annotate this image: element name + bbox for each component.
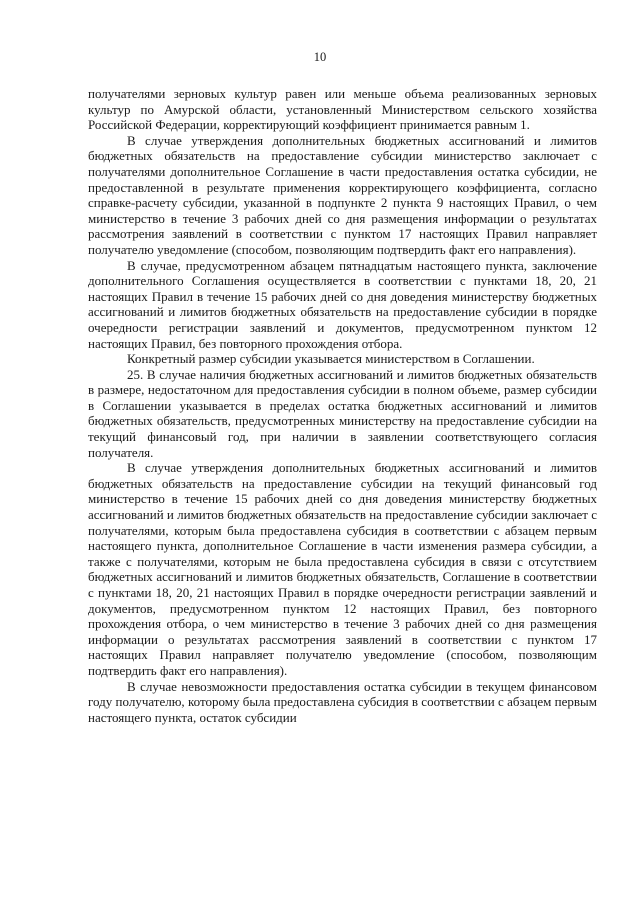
paragraph-additional-agreement: В случае утверждения дополнительных бюджетных ассигнований и лимитов бюджетных обязательств на предоставление субсидии министерство заключает с получателями дополнительное Соглашение в части предоставления остатка субсидии, не предоставленной в результате применения корректирующего коэффициента, согласно справке-расчету субсидии, указанной в подпункте 2 пункта 9 настоящих Правил, о чем министерство в течение 3 рабочих дней со дня размещения информации о результатах рассмотрения заявлений в соответствии с пунктом 17 настоящих Правил направляет получателю уведомление (способом, позволяющим подтвердить факт его направления).	[88, 132, 597, 257]
document-body	[88, 86, 597, 725]
page-number: 10	[313, 50, 327, 64]
paragraph-agreement-procedure: В случае, предусмотренном абзацем пятнадцатым настоящего пункта, заключение дополнительного Соглашения осуществляется в соответствии с пунктами 18, 20, 21 настоящих Правил в течение 15 рабочих дней со дня доведения министерству бюджетных ассигнований и лимитов бюджетных обязательств на предоставление субсидии в порядке очередности регистрации заявлений и документов, предусмотренном пунктом 12 настоящих Правил, без повторного прохождения отбора.	[88, 257, 597, 351]
paragraph-subsidy-amount: Конкретный размер субсидии указывается министерством в Соглашении.	[127, 351, 535, 367]
paragraph-continuation: получателями зерновых культур равен или меньше объема реализованных зерновых культур по Амурской области, установленный Министерством сельского хозяйства Российской Федерации, корректирующий коэффициент принимается равным 1.	[88, 86, 597, 133]
paragraph-additional-allocations: В случае утверждения дополнительных бюджетных ассигнований и лимитов бюджетных обязательств на предоставление субсидии на текущий финансовый год министерство в течение 15 рабочих дней со дня доведения министерству бюджетных ассигнований и лимитов бюджетных обязательств на предоставление субсидии заключает с получателями, которым была предоставлена субсидия в соответствии с абзацем первым настоящего пункта, дополнительное Соглашение в части изменения размера субсидии, а также с получателями, которым не была предоставлена субсидия в связи с отсутствием бюджетных ассигнований и лимитов бюджетных обязательств, Соглашение в соответствии с пунктами 18, 20, 21 настоящих Правил в порядке очередности регистрации заявлений и документов, предусмотренном пунктом 12 настоящих Правил, без повторного прохождения отбора, о чем министерство в течение 3 рабочих дней со дня размещения информации о результатах рассмотрения заявлений в соответствии с пунктом 17 настоящих Правил направляет получателю уведомление (способом, позволяющим подтвердить факт его направления).	[88, 460, 597, 678]
paragraph-clause-25: 25. В случае наличия бюджетных ассигнований и лимитов бюджетных обязательств в размере, недостаточном для предоставления субсидии в полном объеме, размер субсидии в Соглашении указывается в пределах остатка бюджетных ассигнований и лимитов бюджетных обязательств, предусмотренных министерству на предоставление субсидии на текущий финансовый год, при наличии в заявлении соответствующего согласия получателя.	[88, 366, 597, 460]
paragraph-remaining-subsidy: В случае невозможности предоставления остатка субсидии в текущем финансовом году получателю, которому была предоставлена субсидия в соответствии с абзацем первым настоящего пункта, остаток субсидии	[88, 678, 597, 725]
